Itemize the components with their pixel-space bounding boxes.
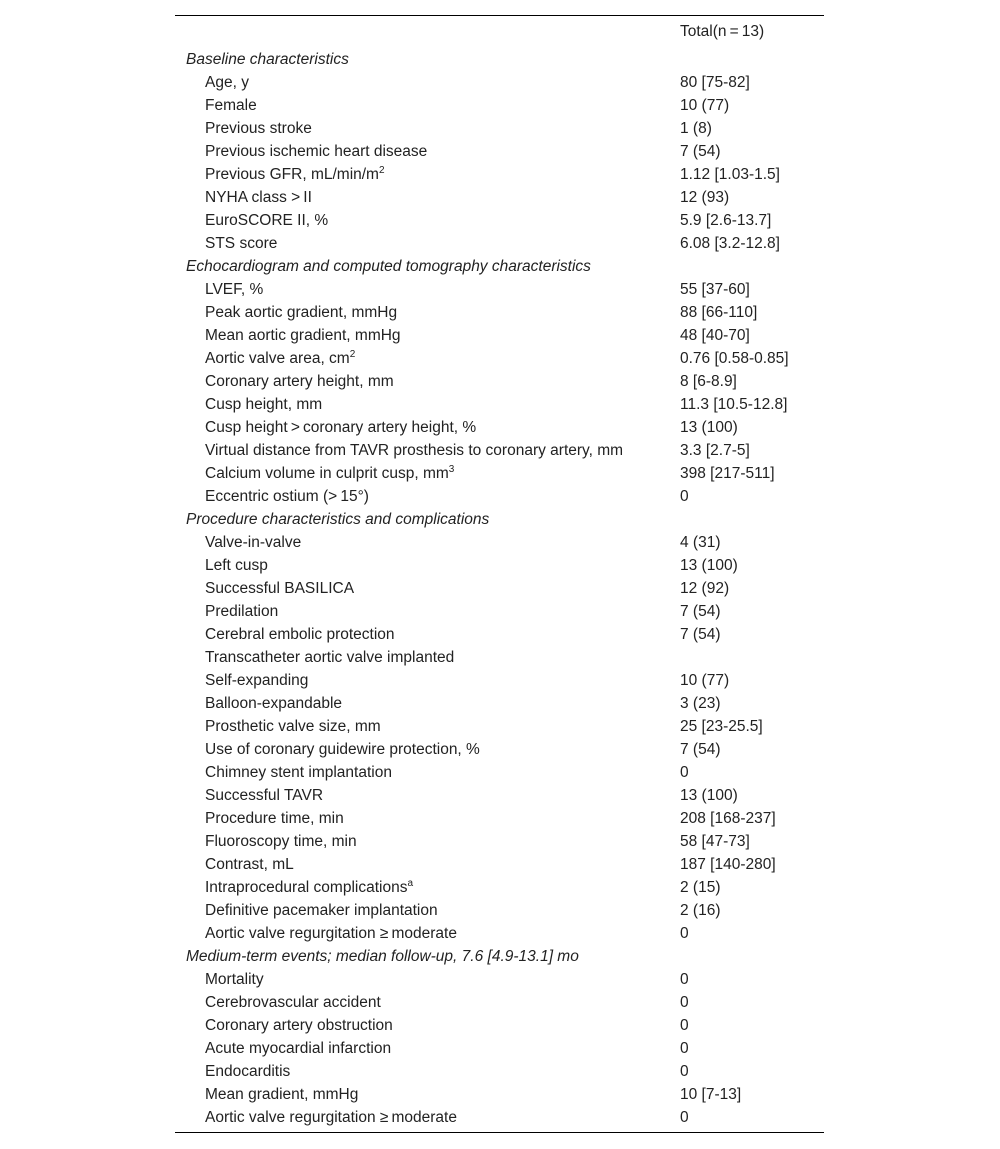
table-row bbox=[175, 899, 824, 922]
row-label-text: Balloon-expandable bbox=[205, 695, 343, 712]
table-row bbox=[175, 761, 824, 784]
section-header-row bbox=[175, 255, 824, 278]
table-row bbox=[175, 370, 824, 393]
table-row bbox=[175, 600, 824, 623]
row-label bbox=[205, 646, 454, 669]
row-label-text: Prosthetic valve size, mm bbox=[205, 718, 381, 735]
row-label-text: Endocarditis bbox=[205, 1063, 291, 1080]
table-row bbox=[175, 623, 824, 646]
row-value: 11.3 [10.5-12.8] bbox=[680, 396, 788, 413]
row-label bbox=[205, 140, 427, 163]
table-row bbox=[175, 393, 824, 416]
superscript: 2 bbox=[378, 165, 385, 176]
table-header-row bbox=[175, 16, 824, 48]
row-value: 4 (31) bbox=[680, 534, 721, 551]
row-value: 13 (100) bbox=[680, 419, 738, 436]
row-label-text: Procedure characteristics and complications bbox=[186, 511, 490, 528]
row-label bbox=[205, 347, 355, 370]
table-row bbox=[175, 439, 824, 462]
table-row bbox=[175, 301, 824, 324]
row-label-text: Transcatheter aortic valve implanted bbox=[205, 649, 455, 666]
row-label bbox=[205, 117, 312, 140]
superscript: 2 bbox=[349, 349, 356, 360]
row-value: 1 (8) bbox=[680, 120, 712, 137]
row-value: 7 (54) bbox=[680, 626, 721, 643]
table-row bbox=[175, 968, 824, 991]
row-value: 48 [40-70] bbox=[680, 327, 750, 344]
row-label bbox=[205, 278, 263, 301]
row-value: 25 [23-25.5] bbox=[680, 718, 763, 735]
row-value: 10 (77) bbox=[680, 97, 730, 114]
table-row bbox=[175, 186, 824, 209]
row-label bbox=[205, 94, 257, 117]
row-label-text: Eccentric ostium (> 15°) bbox=[205, 488, 369, 505]
row-label-text: STS score bbox=[205, 235, 278, 252]
section-header-row bbox=[175, 945, 824, 968]
table-row bbox=[175, 807, 824, 830]
row-label-text: Contrast, mL bbox=[205, 856, 294, 873]
row-label-text: Cusp height, mm bbox=[205, 396, 323, 413]
row-label-text: Baseline characteristics bbox=[186, 51, 349, 68]
row-value: 0 bbox=[680, 488, 689, 505]
row-label-text: Intraprocedural complications bbox=[205, 879, 408, 896]
row-label-text: Calcium volume in culprit cusp, mm bbox=[205, 465, 449, 482]
row-label bbox=[205, 899, 438, 922]
row-label-text: Chimney stent implantation bbox=[205, 764, 392, 781]
row-value: 0 bbox=[680, 1040, 689, 1057]
row-value: 0.76 [0.58-0.85] bbox=[680, 350, 789, 367]
row-label-text: Female bbox=[205, 97, 257, 114]
row-label bbox=[205, 761, 392, 784]
row-label-text: Cerebral embolic protection bbox=[205, 626, 395, 643]
row-label bbox=[205, 577, 354, 600]
row-label-text: Successful TAVR bbox=[205, 787, 324, 804]
table-row bbox=[175, 922, 824, 945]
row-value: 187 [140-280] bbox=[680, 856, 776, 873]
table-row bbox=[175, 94, 824, 117]
row-label-text: Left cusp bbox=[205, 557, 268, 574]
row-label-text: Medium-term events; median follow-up, 7.6 [4.9-13.1] mo bbox=[186, 948, 579, 965]
table-row bbox=[175, 830, 824, 853]
row-value: 13 (100) bbox=[680, 787, 738, 804]
data-table bbox=[175, 15, 824, 1133]
section-title bbox=[186, 255, 591, 278]
table-row bbox=[175, 232, 824, 255]
row-value: 0 bbox=[680, 1063, 689, 1080]
row-value: 88 [66-110] bbox=[680, 304, 758, 321]
row-value: 6.08 [3.2-12.8] bbox=[680, 235, 780, 252]
row-label bbox=[205, 738, 480, 761]
row-label-text: Aortic valve area, cm bbox=[205, 350, 350, 367]
row-value: 8 [6-8.9] bbox=[680, 373, 737, 390]
row-label bbox=[205, 807, 344, 830]
row-label-text: Aortic valve regurgitation ≥ moderate bbox=[205, 925, 457, 942]
row-value: 10 (77) bbox=[680, 672, 730, 689]
row-label-text: Valve-in-valve bbox=[205, 534, 302, 551]
row-label-text: Peak aortic gradient, mmHg bbox=[205, 304, 398, 321]
row-label-text: Definitive pacemaker implantation bbox=[205, 902, 438, 919]
row-label bbox=[205, 485, 369, 508]
row-value: 1.12 [1.03-1.5] bbox=[680, 166, 780, 183]
row-label bbox=[205, 209, 328, 232]
row-value: 2 (15) bbox=[680, 879, 721, 896]
row-label-text: Fluoroscopy time, min bbox=[205, 833, 357, 850]
table-row bbox=[175, 669, 824, 692]
table-row bbox=[175, 1083, 824, 1106]
row-label-text: Mean gradient, mmHg bbox=[205, 1086, 359, 1103]
table-row bbox=[175, 531, 824, 554]
row-label bbox=[205, 301, 397, 324]
row-value: 5.9 [2.6-13.7] bbox=[680, 212, 772, 229]
table-row bbox=[175, 485, 824, 508]
row-label bbox=[205, 600, 278, 623]
row-label-text: Successful BASILICA bbox=[205, 580, 355, 597]
row-value: 0 bbox=[680, 764, 689, 781]
table-row bbox=[175, 646, 824, 669]
table-row bbox=[175, 784, 824, 807]
row-value: 12 (92) bbox=[680, 580, 730, 597]
row-value: 208 [168-237] bbox=[680, 810, 776, 827]
table-row bbox=[175, 1037, 824, 1060]
row-label bbox=[205, 991, 381, 1014]
row-label-text: Cerebrovascular accident bbox=[205, 994, 381, 1011]
row-value: 0 bbox=[680, 1109, 689, 1126]
row-value: 0 bbox=[680, 925, 689, 942]
row-label-text: Procedure time, min bbox=[205, 810, 344, 827]
section-header-row bbox=[175, 508, 824, 531]
row-label bbox=[205, 232, 277, 255]
row-label bbox=[205, 186, 312, 209]
row-label bbox=[205, 163, 385, 186]
row-label-text: Coronary artery obstruction bbox=[205, 1017, 393, 1034]
header-total-cell: Total(n = 13) bbox=[680, 23, 765, 40]
row-value: 58 [47-73] bbox=[680, 833, 750, 850]
table-row bbox=[175, 1014, 824, 1037]
row-value: 7 (54) bbox=[680, 603, 721, 620]
row-value: 3 (23) bbox=[680, 695, 721, 712]
row-label bbox=[205, 393, 322, 416]
row-value: 2 (16) bbox=[680, 902, 721, 919]
table-row bbox=[175, 140, 824, 163]
row-value: 55 [37-60] bbox=[680, 281, 750, 298]
table-row bbox=[175, 876, 824, 899]
row-label bbox=[205, 623, 395, 646]
row-label-text: Acute myocardial infarction bbox=[205, 1040, 392, 1057]
row-value: 10 [7-13] bbox=[680, 1086, 742, 1103]
row-label bbox=[205, 669, 308, 692]
row-label-text: Predilation bbox=[205, 603, 279, 620]
row-label bbox=[205, 1106, 457, 1129]
row-label-text: Virtual distance from TAVR prosthesis to coronary artery, mm bbox=[205, 442, 624, 459]
table-row bbox=[175, 117, 824, 140]
row-label bbox=[205, 968, 264, 991]
row-label bbox=[205, 922, 457, 945]
table-row bbox=[175, 278, 824, 301]
row-label bbox=[205, 1037, 391, 1060]
table-row bbox=[175, 416, 824, 439]
row-label bbox=[205, 416, 476, 439]
row-label-text: Previous GFR, mL/min/m bbox=[205, 166, 379, 183]
row-label-text: Previous stroke bbox=[205, 120, 312, 137]
table-row bbox=[175, 577, 824, 600]
row-value: 7 (54) bbox=[680, 741, 721, 758]
row-value: 0 bbox=[680, 994, 689, 1011]
row-label-text: Previous ischemic heart disease bbox=[205, 143, 428, 160]
table-row bbox=[175, 462, 824, 485]
row-label-text: Self-expanding bbox=[205, 672, 309, 689]
row-label bbox=[205, 370, 394, 393]
row-value: 398 [217-511] bbox=[680, 465, 775, 482]
row-label bbox=[205, 1060, 290, 1083]
row-label bbox=[205, 876, 413, 899]
row-label-text: Age, y bbox=[205, 74, 249, 91]
table-row bbox=[175, 991, 824, 1014]
table-row bbox=[175, 853, 824, 876]
row-label bbox=[205, 1083, 358, 1106]
table-row bbox=[175, 692, 824, 715]
row-label-text: LVEF, % bbox=[205, 281, 264, 298]
row-label bbox=[205, 853, 294, 876]
section-title bbox=[186, 48, 349, 71]
section-header-row bbox=[175, 48, 824, 71]
table-row bbox=[175, 163, 824, 186]
table-row bbox=[175, 738, 824, 761]
row-label bbox=[205, 715, 381, 738]
row-value: 80 [75-82] bbox=[680, 74, 750, 91]
row-label-text: Echocardiogram and computed tomography characteristics bbox=[186, 258, 591, 275]
row-value: 0 bbox=[680, 971, 689, 988]
row-label bbox=[205, 439, 623, 462]
table-row bbox=[175, 71, 824, 94]
table-row bbox=[175, 209, 824, 232]
row-value: 0 bbox=[680, 1017, 689, 1034]
row-label bbox=[205, 531, 301, 554]
row-label bbox=[205, 554, 268, 577]
row-label-text: EuroSCORE II, % bbox=[205, 212, 329, 229]
row-label-text: Use of coronary guidewire protection, % bbox=[205, 741, 480, 758]
row-label-text: Mortality bbox=[205, 971, 264, 988]
row-label-text: Cusp height > coronary artery height, % bbox=[205, 419, 477, 436]
superscript: a bbox=[407, 878, 414, 889]
table-row bbox=[175, 1060, 824, 1083]
row-value: 12 (93) bbox=[680, 189, 730, 206]
table-row bbox=[175, 1106, 824, 1132]
row-label bbox=[205, 830, 357, 853]
table-row bbox=[175, 715, 824, 738]
row-label bbox=[205, 324, 401, 347]
table-body bbox=[175, 48, 824, 1132]
table-row bbox=[175, 324, 824, 347]
row-value: 7 (54) bbox=[680, 143, 721, 160]
table-row bbox=[175, 554, 824, 577]
row-label bbox=[205, 1014, 393, 1037]
section-title bbox=[186, 945, 579, 968]
row-label-text: Coronary artery height, mm bbox=[205, 373, 394, 390]
table-row bbox=[175, 347, 824, 370]
row-label-text: NYHA class > II bbox=[205, 189, 312, 206]
row-label-text: Aortic valve regurgitation ≥ moderate bbox=[205, 1109, 457, 1126]
row-label bbox=[205, 784, 323, 807]
row-label bbox=[205, 462, 454, 485]
row-label-text: Mean aortic gradient, mmHg bbox=[205, 327, 401, 344]
row-value: 13 (100) bbox=[680, 557, 738, 574]
section-title bbox=[186, 508, 489, 531]
row-label bbox=[205, 692, 342, 715]
superscript: 3 bbox=[448, 464, 455, 475]
row-label bbox=[205, 71, 249, 94]
row-value: 3.3 [2.7-5] bbox=[680, 442, 750, 459]
